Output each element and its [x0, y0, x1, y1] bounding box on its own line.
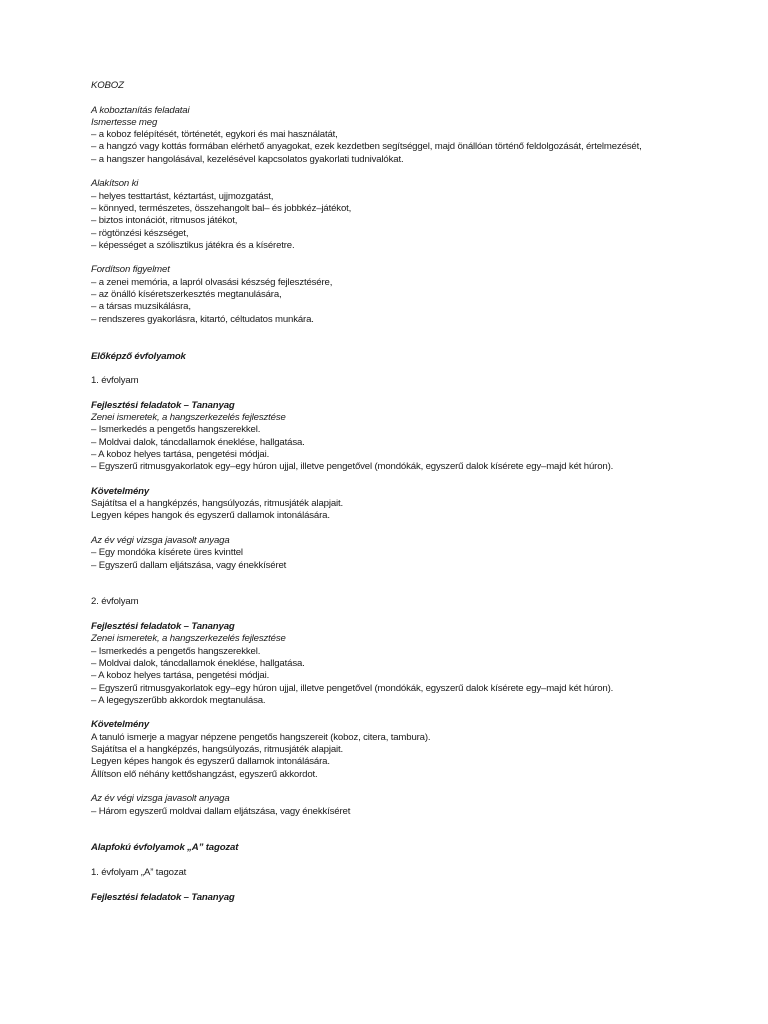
- year-title: 2. évfolyam: [91, 596, 139, 608]
- list-item: – A koboz helyes tartása, pengetési módjai.: [91, 670, 270, 682]
- dev-heading: Fejlesztési feladatok – Tananyag: [91, 891, 235, 903]
- list-item: – Egyszerű dallam eljátszása, vagy énekkíséret: [91, 559, 287, 571]
- list-item: – a társas muzsikálásra,: [91, 301, 191, 313]
- intro-group-label: Fordítson figyelmet: [91, 264, 170, 276]
- list-item: Sajátítsa el a hangképzés, hangsúlyozás, ritmusjáték alapjait.: [91, 744, 344, 756]
- list-item: – a hangszer hangolásával, kezelésével kapcsolatos gyakorlati tudnivalókat.: [91, 153, 404, 165]
- list-item: – képességet a szólisztikus játékra és a kíséretre.: [91, 239, 295, 251]
- year-title: 1. évfolyam: [91, 375, 139, 387]
- list-item: – Ismerkedés a pengetős hangszerekkel.: [91, 645, 261, 657]
- list-item: – a zenei memória, a lapról olvasási készség fejlesztésére,: [91, 276, 333, 288]
- list-item: A tanuló ismerje a magyar népzene pengetős hangszereit (koboz, citera, tambura).: [91, 731, 431, 743]
- list-item: Állítson elő néhány kettőshangzást, egyszerű akkordot.: [91, 768, 318, 780]
- intro-group-label: Alakítson ki: [91, 178, 139, 190]
- list-item: – a koboz felépítését, történetét, egykori és mai használatát,: [91, 129, 338, 141]
- list-item: – Ismerkedés a pengetős hangszerekkel.: [91, 424, 261, 436]
- list-item: – Moldvai dalok, táncdallamok éneklése, hallgatása.: [91, 657, 305, 669]
- requirement-heading: Követelmény: [91, 719, 150, 731]
- list-item: – rögtönzési készséget,: [91, 227, 189, 239]
- dev-subheading: Zenei ismeretek, a hangszerkezelés fejlesztése: [91, 412, 286, 424]
- exam-heading: Az év végi vizsga javasolt anyaga: [91, 534, 230, 546]
- intro-group-label: Ismertesse meg: [91, 116, 158, 128]
- section-heading: Előképző évfolyamok: [91, 350, 186, 362]
- list-item: – rendszeres gyakorlásra, kitartó, céltudatos munkára.: [91, 313, 314, 325]
- requirement-heading: Követelmény: [91, 485, 150, 497]
- list-item: Legyen képes hangok és egyszerű dallamok intonálására.: [91, 510, 330, 522]
- list-item: – Moldvai dalok, táncdallamok éneklése, hallgatása.: [91, 436, 305, 448]
- list-item: Legyen képes hangok és egyszerű dallamok intonálására.: [91, 756, 330, 768]
- year-title: 1. évfolyam „A” tagozat: [91, 867, 187, 878]
- document-title: KOBOZ: [91, 80, 124, 91]
- list-item: – az önálló kíséretszerkesztés megtanulására,: [91, 289, 282, 301]
- dev-subheading: Zenei ismeretek, a hangszerkezelés fejlesztése: [91, 633, 286, 645]
- list-item: – könnyed, természetes, összehangolt bal– és jobbkéz–játékot,: [91, 202, 352, 214]
- list-item: – helyes testtartást, kéztartást, ujjmozgatást,: [91, 190, 274, 202]
- dev-heading: Fejlesztési feladatok – Tananyag: [91, 399, 235, 411]
- list-item: Sajátítsa el a hangképzés, hangsúlyozás, ritmusjáték alapjait.: [91, 498, 344, 510]
- list-item: – Egy mondóka kísérete üres kvinttel: [91, 547, 243, 559]
- list-item: – A koboz helyes tartása, pengetési módjai.: [91, 448, 270, 460]
- intro-heading: A koboztanítás feladatai: [91, 104, 190, 116]
- list-item: – biztos intonációt, ritmusos játékot,: [91, 215, 238, 227]
- document-page: [91, 80, 751, 904]
- list-item: – Három egyszerű moldvai dallam eljátszása, vagy énekkíséret: [91, 805, 351, 817]
- dev-heading: Fejlesztési feladatok – Tananyag: [91, 621, 235, 633]
- list-item: – A legegyszerűbb akkordok megtanulása.: [91, 694, 266, 706]
- exam-heading: Az év végi vizsga javasolt anyaga: [91, 793, 230, 805]
- section-heading: Alapfokú évfolyamok „A” tagozat: [91, 842, 239, 854]
- list-item: – a hangzó vagy kottás formában elérhető anyagokat, ezek kezdetben segítséggel, majd önállóan történő feldolgozását, értelmezését,: [91, 141, 642, 153]
- list-item: – Egyszerű ritmusgyakorlatok egy–egy húron ujjal, illetve pengetővel (mondókák, egyszerű dalok kísérete egy–majd két húron).: [91, 682, 614, 694]
- list-item: – Egyszerű ritmusgyakorlatok egy–egy húron ujjal, illetve pengetővel (mondókák, egyszerű dalok kísérete egy–majd két húron).: [91, 461, 614, 473]
